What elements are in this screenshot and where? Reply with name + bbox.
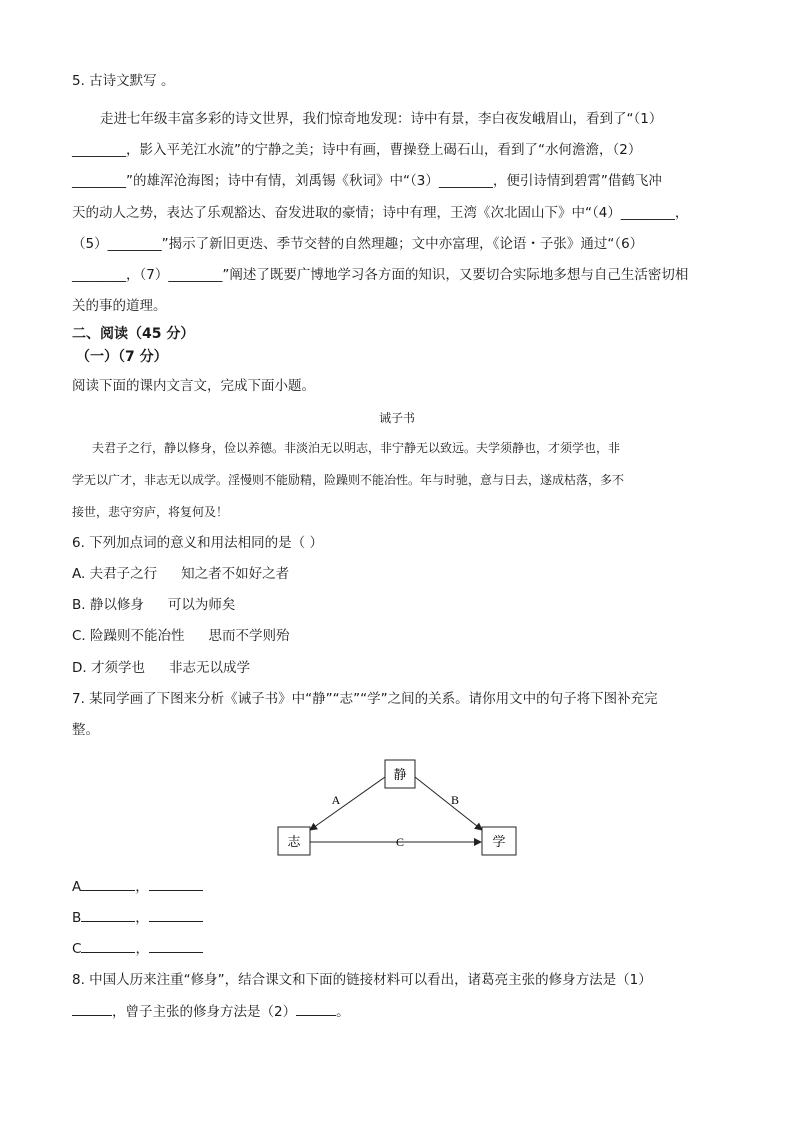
option-left: 险躁则不能冶性 xyxy=(90,628,185,644)
passage-title: 诫子书 xyxy=(378,411,415,425)
option-right: 非志无以成学 xyxy=(168,660,250,676)
q5-line-3: ________”的雄浑沧海图；诗中有情，刘禹锡《秋词》中“（3）________，便引诗情到碧霄”借鹤飞冲 xyxy=(72,173,662,189)
q7-answer-a[interactable] xyxy=(72,877,203,896)
option-left: 静以修身 xyxy=(89,597,144,613)
q8-line-1: 8. 中国人历来注重“修身”，结合课文和下面的链接材料可以看出，诸葛亮主张的修身方法是（1） xyxy=(72,972,652,988)
q6-option-a[interactable] xyxy=(72,565,289,583)
answer-blank[interactable] xyxy=(296,1002,336,1016)
answer-blank[interactable] xyxy=(81,908,135,922)
edge-label-c: C xyxy=(395,835,405,849)
answer-blank[interactable] xyxy=(81,939,135,953)
answer-blank[interactable] xyxy=(72,1002,112,1016)
passage-line-1: 夫君子之行，静以修身，俭以养德。非淡泊无以明志，非宁静无以致远。夫学须静也，才须学也，非 xyxy=(92,441,621,455)
option-left: 才须学也 xyxy=(90,660,145,676)
node-xue: 学 xyxy=(492,834,506,849)
q8-text-mid: ，曾子主张的修身方法是（2） xyxy=(112,1004,297,1020)
answer-sep: ， xyxy=(135,910,149,926)
option-right: 知之者不如好之者 xyxy=(181,566,290,582)
arrow-b xyxy=(415,777,482,830)
q5-line-6: ________，（7）________”阐述了既要广博地学习各方面的知识，又要切合实际地多想与自己生活密切相 xyxy=(72,267,689,283)
option-right: 思而不学则殆 xyxy=(208,628,290,644)
answer-label: C xyxy=(72,941,82,957)
answer-blank[interactable] xyxy=(81,877,135,891)
q6-stem: 6. 下列加点词的意义和用法相同的是（ ） xyxy=(72,535,323,551)
q5-line-7: 关的事的道理。 xyxy=(72,298,167,314)
section-subheading: （一）（7 分） xyxy=(76,349,168,365)
edge-label-a: A xyxy=(331,793,341,807)
passage-line-2: 学无以广才，非志无以成学。淫慢则不能励精，险躁则不能冶性。年与时驰，意与日去，遂成枯落，多不 xyxy=(72,473,625,487)
edge-label-b: B xyxy=(450,793,460,807)
section-intro: 阅读下面的课内文言文，完成下面小题。 xyxy=(72,378,315,394)
q5-line-5: （5）________”揭示了新旧更迭、季节交替的自然理趣；文中亦富理，《论语・子张》通过“（6） xyxy=(72,236,644,252)
answer-blank[interactable] xyxy=(149,908,203,922)
option-left: 夫君子之行 xyxy=(89,566,158,582)
answer-label: A xyxy=(72,879,82,895)
answer-label: B xyxy=(72,910,82,926)
node-zhi: 志 xyxy=(287,834,301,849)
q8-text-end: 。 xyxy=(336,1004,350,1020)
section-heading: 二、阅读（45 分） xyxy=(72,326,195,342)
option-label: B. xyxy=(72,597,86,613)
q7-stem-1: 7. 某同学画了下图来分析《诫子书》中“静”“志”“学”之间的关系。请你用文中的句子将下图补充完 xyxy=(72,691,658,707)
q5-line-4: 天的动人之势，表达了乐观豁达、奋发进取的豪情；诗中有理，王湾《次北固山下》中“（4）________， xyxy=(72,205,689,221)
relationship-diagram xyxy=(268,752,528,862)
q5-line-1: 走进七年级丰富多彩的诗文世界，我们惊奇地发现：诗中有景，李白夜发峨眉山，看到了“（1） xyxy=(100,111,663,127)
q6-option-d[interactable] xyxy=(72,659,250,677)
q7-answer-c[interactable] xyxy=(72,939,203,958)
node-jing: 静 xyxy=(393,767,407,782)
passage-line-3: 接世，悲守穷庐，将复何及！ xyxy=(72,505,229,519)
option-label: D. xyxy=(72,660,87,676)
option-label: C. xyxy=(72,628,86,644)
option-label: A. xyxy=(72,566,86,582)
q5-title: 5. 古诗文默写 。 xyxy=(72,73,175,89)
q6-option-b[interactable] xyxy=(72,596,235,614)
answer-sep: ， xyxy=(135,941,149,957)
answer-sep: ， xyxy=(135,879,149,895)
q6-option-c[interactable] xyxy=(72,627,290,645)
q5-line-2: ________，影入平羌江水流”的宁静之美；诗中有画，曹操登上碣石山，看到了“水何澹澹，（2） xyxy=(72,142,642,158)
answer-blank[interactable] xyxy=(149,877,203,891)
q7-answer-b[interactable] xyxy=(72,908,203,927)
option-right: 可以为师矣 xyxy=(167,597,236,613)
q7-stem-2: 整。 xyxy=(72,722,99,738)
q8-line-2 xyxy=(72,1002,350,1021)
arrow-a xyxy=(310,777,385,830)
answer-blank[interactable] xyxy=(149,939,203,953)
